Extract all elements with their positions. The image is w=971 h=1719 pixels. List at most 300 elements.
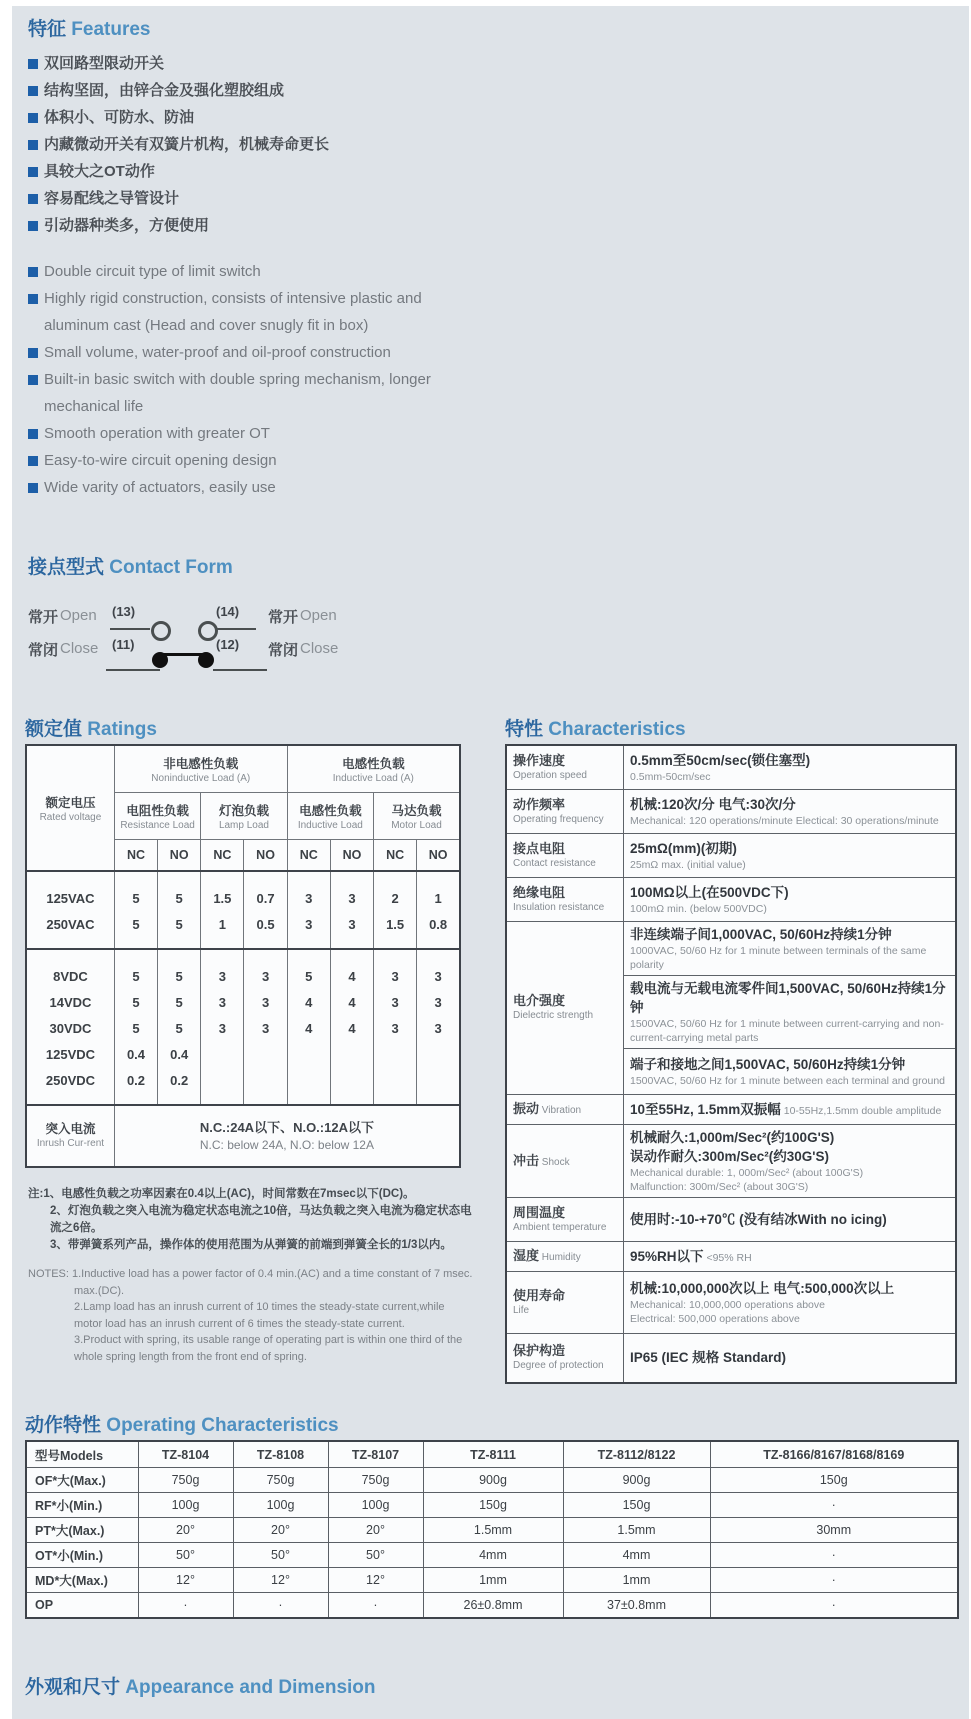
operating-title-zh: 动作特性 bbox=[25, 1415, 102, 1436]
feature-item bbox=[28, 104, 488, 131]
char-row bbox=[506, 921, 956, 975]
rating-value: 3 bbox=[261, 995, 270, 1010]
rating-value: 0.4 bbox=[170, 1047, 189, 1062]
ratings-row-group bbox=[26, 949, 460, 1105]
operating-value-cell: 20° bbox=[233, 1518, 328, 1543]
contact-form-section bbox=[28, 552, 458, 682]
char-value-zh: 载电流与无载电流零件间1,500VAC, 50/60Hz持续1分钟 bbox=[630, 980, 946, 1015]
bullet-square-icon bbox=[28, 194, 38, 204]
char-label-en: Vibration bbox=[539, 1105, 582, 1116]
bullet-square-icon bbox=[28, 267, 38, 277]
operating-value-cell: 150g bbox=[563, 1493, 710, 1518]
operating-row-label: MD*大(Max.) bbox=[26, 1568, 138, 1593]
feature-item bbox=[28, 447, 476, 474]
char-row bbox=[506, 1241, 956, 1271]
rating-value: 3 bbox=[305, 917, 313, 932]
rating-value bbox=[288, 1042, 330, 1068]
char-value-en: 1000VAC, 50/60 Hz for 1 minute between terminals of the same polarity bbox=[630, 944, 927, 971]
bullet-square-icon bbox=[28, 483, 38, 493]
char-value-zh: 误动作耐久:300m/Sec²(约30G'S) bbox=[630, 1148, 830, 1164]
ratings-value-cell bbox=[201, 871, 244, 949]
motor-load-header bbox=[374, 793, 460, 840]
operating-value-cell: 20° bbox=[138, 1518, 233, 1543]
char-value-line bbox=[630, 1247, 949, 1266]
rating-value bbox=[374, 1068, 416, 1094]
ratings-value-cell bbox=[330, 871, 373, 949]
voltage-value: 125VDC bbox=[45, 1047, 96, 1062]
voltage-value: 125VAC bbox=[46, 891, 95, 906]
no-header: NO bbox=[244, 840, 287, 872]
ratings-value-cell bbox=[374, 871, 417, 949]
rating-value: 5 bbox=[132, 1021, 140, 1036]
rating-value: 3 bbox=[391, 995, 399, 1010]
feature-item bbox=[28, 366, 476, 420]
group-header-zh: 电感性负载 bbox=[342, 756, 405, 771]
char-value-en: <95% RH bbox=[703, 1251, 752, 1264]
rated-voltage-zh: 额定电压 bbox=[45, 795, 96, 810]
feature-item bbox=[28, 212, 488, 239]
char-value-cell bbox=[624, 1271, 957, 1333]
char-row bbox=[506, 833, 956, 877]
feature-item bbox=[28, 50, 488, 77]
char-label-cell bbox=[506, 745, 624, 789]
char-label-en: Insulation resistance bbox=[513, 901, 605, 913]
sub-header-en: Inductive Load bbox=[297, 819, 363, 831]
char-value-zh: 非连续端子间1,000VAC, 50/60Hz持续1分钟 bbox=[630, 926, 892, 942]
char-label-zh: 保护构造 bbox=[513, 1343, 566, 1359]
operating-value-cell: · bbox=[710, 1568, 958, 1593]
nc-header: NC bbox=[374, 840, 417, 872]
operating-row-label: OF*大(Max.) bbox=[26, 1468, 138, 1493]
features-title-en: Features bbox=[66, 19, 151, 40]
char-value-en: Mechanical: 10,000,000 operations above bbox=[630, 1298, 825, 1311]
rating-value: 2 bbox=[391, 891, 399, 906]
char-label-cell bbox=[506, 877, 624, 921]
rating-value: 5 bbox=[175, 891, 183, 906]
notes-en bbox=[28, 1266, 474, 1365]
operating-value-cell: 900g bbox=[563, 1468, 710, 1493]
rating-value: 3 bbox=[305, 891, 313, 906]
rating-value: 4 bbox=[348, 969, 356, 984]
char-value-en: 100mΩ min. (below 500VDC) bbox=[630, 902, 767, 915]
characteristics-title-en: Characteristics bbox=[543, 719, 686, 740]
char-value-cell bbox=[624, 1197, 957, 1241]
close-label-zh-left: 常闭 bbox=[28, 642, 59, 659]
contact-line bbox=[216, 628, 256, 630]
operating-value-cell: 50° bbox=[233, 1543, 328, 1568]
model-column-header: TZ-8104 bbox=[138, 1441, 233, 1468]
char-row bbox=[506, 1124, 956, 1197]
char-label-cell bbox=[506, 1124, 624, 1197]
rating-value bbox=[244, 1068, 286, 1094]
ratings-value-cell bbox=[374, 949, 417, 1105]
operating-value-cell: 750g bbox=[328, 1468, 423, 1493]
char-label-zh: 接点电阻 bbox=[513, 840, 566, 856]
rating-value: 0.5 bbox=[256, 917, 275, 932]
char-row bbox=[506, 877, 956, 921]
inrush-label-cell bbox=[26, 1105, 114, 1167]
operating-value-cell: 1mm bbox=[563, 1568, 710, 1593]
operating-title bbox=[25, 1410, 339, 1437]
inductive-load-sub-header bbox=[287, 793, 373, 840]
bullet-square-icon bbox=[28, 221, 38, 231]
char-label-en: Operating frequency bbox=[513, 813, 604, 825]
datasheet-page bbox=[12, 6, 969, 1719]
rating-value: 5 bbox=[132, 891, 140, 906]
char-value-en: 10-55Hz,1.5mm double amplitude bbox=[780, 1104, 942, 1117]
features-section bbox=[28, 14, 488, 501]
inrush-value-zh: N.C.:24A以下、N.O.:12A以下 bbox=[199, 1120, 374, 1135]
sub-header-zh: 电感性负载 bbox=[299, 803, 362, 818]
rating-value: 0.4 bbox=[126, 1047, 146, 1062]
char-value-zh: 95%RH以下 bbox=[630, 1248, 704, 1264]
terminal-12-label: (12) bbox=[216, 637, 240, 652]
operating-value-cell: 150g bbox=[423, 1493, 563, 1518]
inrush-value-en: N.C: below 24A, N.O: below 12A bbox=[199, 1138, 374, 1152]
feature-item-label: 体积小、可防水、防油 bbox=[44, 109, 195, 126]
notes-zh bbox=[28, 1186, 480, 1254]
nc-header: NC bbox=[287, 840, 330, 872]
bullet-square-icon bbox=[28, 294, 38, 304]
operating-value-cell: 4mm bbox=[563, 1543, 710, 1568]
bullet-square-icon bbox=[28, 348, 38, 358]
rating-value: 3 bbox=[348, 891, 356, 906]
char-label-en: Ambient temperature bbox=[513, 1221, 607, 1233]
contact-title-en: Contact Form bbox=[104, 557, 233, 578]
no-header: NO bbox=[158, 840, 201, 872]
open-label-en-left: Open bbox=[60, 607, 97, 624]
ratings-value-cell bbox=[287, 871, 330, 949]
ratings-value-cell bbox=[287, 949, 330, 1105]
noninductive-load-header bbox=[114, 745, 287, 793]
feature-item-label: Easy-to-wire circuit opening design bbox=[44, 452, 277, 469]
note-line-zh: 3、带弹簧系列产品，操作体的使用范围为从弹簧的前端到弹簧全长的1/3以内。 bbox=[50, 1239, 452, 1251]
char-value-line bbox=[630, 1100, 949, 1119]
rating-value: 4 bbox=[305, 995, 313, 1010]
appearance-title-zh: 外观和尺寸 bbox=[25, 1677, 121, 1698]
inrush-label-en: Inrush Cur-rent bbox=[36, 1138, 105, 1149]
operating-value-cell: · bbox=[138, 1593, 233, 1619]
rating-value: 1.5 bbox=[213, 891, 232, 906]
note-line-en: NOTES: 1.Inductive load has a power factor of 0.4 min.(AC) and a time constant of 7 msec. max.(DC). bbox=[28, 1268, 473, 1297]
operating-value-cell: 100g bbox=[233, 1493, 328, 1518]
ratings-value-cell bbox=[114, 949, 157, 1105]
rating-value bbox=[417, 1042, 459, 1068]
voltage-value: 250VDC bbox=[45, 1073, 96, 1088]
feature-item-label: Wide varity of actuators, easily use bbox=[44, 479, 276, 496]
lamp-load-header bbox=[201, 793, 287, 840]
voltage-value: 30VDC bbox=[49, 1021, 92, 1036]
inrush-current-row bbox=[26, 1105, 460, 1167]
rating-value: 1.5 bbox=[386, 917, 405, 932]
model-column-header: TZ-8108 bbox=[233, 1441, 328, 1468]
features-title-zh: 特征 bbox=[28, 19, 67, 40]
feature-item-label: 双回路型限动开关 bbox=[44, 55, 165, 72]
feature-item-label: Double circuit type of limit switch bbox=[44, 263, 261, 280]
operating-value-cell: 50° bbox=[328, 1543, 423, 1568]
appearance-title-en: Appearance and Dimension bbox=[120, 1677, 376, 1698]
char-value-cell bbox=[624, 1094, 957, 1124]
char-label-zh: 振动 bbox=[513, 1101, 540, 1116]
rating-value: 3 bbox=[261, 969, 270, 984]
char-label-cell bbox=[506, 1197, 624, 1241]
char-value-zh: 机械:10,000,000次以上 电气:500,000次以上 bbox=[630, 1280, 895, 1296]
voltage-value: 250VAC bbox=[46, 917, 95, 932]
ratings-value-cell bbox=[244, 871, 287, 949]
operating-value-cell: · bbox=[328, 1593, 423, 1619]
ratings-value-cell bbox=[244, 949, 287, 1105]
operating-row bbox=[26, 1468, 958, 1493]
char-value-cell bbox=[624, 1124, 957, 1197]
characteristics-table bbox=[505, 744, 957, 1384]
feature-item-label: Highly rigid construction, consists of intensive plastic and aluminum cast (Head and cover snugly fit in box) bbox=[44, 290, 422, 334]
note-line-en: 3.Product with spring, its usable range of operating part is within one third of the whole spring length from the front end of spring. bbox=[74, 1334, 463, 1363]
rating-value bbox=[374, 1042, 416, 1068]
operating-value-cell: 12° bbox=[233, 1568, 328, 1593]
operating-value-cell: 1.5mm bbox=[423, 1518, 563, 1543]
operating-value-cell: · bbox=[710, 1593, 958, 1619]
operating-value-cell: 12° bbox=[328, 1568, 423, 1593]
operating-value-cell: 37±0.8mm bbox=[563, 1593, 710, 1619]
characteristics-title bbox=[505, 714, 686, 741]
char-label-cell bbox=[506, 921, 624, 1094]
char-value-cell bbox=[624, 1048, 957, 1094]
rating-value: 3 bbox=[391, 1021, 399, 1036]
ratings-table bbox=[25, 744, 461, 1168]
rating-value bbox=[417, 1068, 459, 1094]
operating-value-cell: 750g bbox=[233, 1468, 328, 1493]
operating-value-cell: 100g bbox=[138, 1493, 233, 1518]
sub-header-zh: 电阻性负载 bbox=[126, 803, 189, 818]
char-value-en: 0.5mm-50cm/sec bbox=[630, 770, 711, 783]
char-value-en: 1500VAC, 50/60 Hz for 1 minute between current-carrying and non-current-carrying metal parts bbox=[630, 1017, 944, 1044]
feature-item bbox=[28, 131, 488, 158]
ratings-value-cell bbox=[417, 949, 460, 1105]
char-value-en: 1500VAC, 50/60 Hz for 1 minute between each terminal and ground bbox=[630, 1074, 945, 1087]
bullet-square-icon bbox=[28, 167, 38, 177]
rating-value: 5 bbox=[175, 995, 183, 1010]
terminal-13-label: (13) bbox=[112, 604, 136, 619]
model-column-header: TZ-8107 bbox=[328, 1441, 423, 1468]
contact-line bbox=[110, 628, 150, 630]
char-label-zh: 动作频率 bbox=[513, 796, 566, 812]
feature-item bbox=[28, 258, 476, 285]
rating-value: 4 bbox=[348, 1021, 356, 1036]
bullet-square-icon bbox=[28, 375, 38, 385]
char-label-cell bbox=[506, 1094, 624, 1124]
char-row bbox=[506, 1094, 956, 1124]
operating-row bbox=[26, 1593, 958, 1619]
char-label-zh: 电介强度 bbox=[513, 993, 566, 1008]
operating-value-cell: 12° bbox=[138, 1568, 233, 1593]
contact-form-title bbox=[28, 552, 458, 579]
features-list-zh bbox=[28, 50, 488, 239]
operating-value-cell: 30mm bbox=[710, 1518, 958, 1543]
feature-item-label: Small volume, water-proof and oil-proof construction bbox=[44, 344, 391, 361]
char-row bbox=[506, 1197, 956, 1241]
char-label-en: Shock bbox=[539, 1156, 570, 1168]
rated-voltage-en: Rated voltage bbox=[39, 811, 102, 823]
rating-value bbox=[288, 1068, 330, 1094]
rating-value bbox=[331, 1068, 373, 1094]
close-label-en-left: Close bbox=[60, 640, 99, 657]
rating-value: 0.2 bbox=[126, 1073, 146, 1088]
open-contact-icon bbox=[198, 621, 218, 641]
resistance-load-header bbox=[114, 793, 200, 840]
char-label-cell bbox=[506, 1241, 624, 1271]
feature-item-label: 具较大之OT动作 bbox=[44, 163, 155, 180]
operating-value-cell: 150g bbox=[710, 1468, 958, 1493]
feature-item bbox=[28, 420, 476, 447]
feature-item bbox=[28, 77, 488, 104]
note-line-en: 2.Lamp load has an inrush current of 10 times the steady-state current,while motor load has an inrush current of 6 times the steady-state current. bbox=[74, 1301, 445, 1330]
ratings-title-zh: 额定值 bbox=[25, 719, 83, 740]
ratings-value-cell bbox=[158, 871, 201, 949]
rating-value: 3 bbox=[434, 995, 442, 1010]
char-row bbox=[506, 745, 956, 789]
feature-item-label: 结构坚固，由锌合金及强化塑胶组成 bbox=[44, 82, 285, 99]
rating-value: 0.2 bbox=[170, 1073, 189, 1088]
rating-value: 5 bbox=[132, 917, 140, 932]
rating-value: 3 bbox=[434, 969, 442, 984]
char-value-cell bbox=[624, 921, 957, 975]
operating-value-cell: 750g bbox=[138, 1468, 233, 1493]
open-contact-icon bbox=[151, 621, 171, 641]
contact-line bbox=[213, 669, 267, 671]
rating-value bbox=[244, 1042, 286, 1068]
rating-value: 5 bbox=[305, 969, 313, 984]
char-label-zh: 操作速度 bbox=[513, 752, 566, 768]
bullet-square-icon bbox=[28, 59, 38, 69]
char-value-cell bbox=[624, 1333, 957, 1383]
rating-value: 3 bbox=[348, 917, 356, 932]
ratings-row-group bbox=[26, 871, 460, 949]
sub-header-en: Lamp Load bbox=[218, 819, 269, 831]
open-label-zh-left: 常开 bbox=[28, 609, 59, 626]
rating-value: 3 bbox=[391, 969, 399, 984]
group-header-zh: 非电感性负载 bbox=[163, 756, 239, 771]
char-value-cell bbox=[624, 1241, 957, 1271]
contact-title-zh: 接点型式 bbox=[28, 557, 105, 578]
operating-value-cell: 20° bbox=[328, 1518, 423, 1543]
ratings-value-cell bbox=[158, 949, 201, 1105]
char-label-zh: 湿度 bbox=[513, 1248, 540, 1263]
feature-item bbox=[28, 185, 488, 212]
feature-item-label: 引动器种类多，方便使用 bbox=[44, 217, 210, 234]
char-label-cell bbox=[506, 789, 624, 833]
group-header-en: Inductive Load (A) bbox=[332, 772, 414, 784]
sub-header-en: Motor Load bbox=[391, 819, 442, 831]
char-value-zh: 25mΩ(mm)(初期) bbox=[630, 840, 737, 856]
terminal-14-label: (14) bbox=[216, 604, 240, 619]
no-header: NO bbox=[330, 840, 373, 872]
char-value-zh: 100MΩ以上(在500VDC下) bbox=[630, 884, 789, 900]
operating-title-en: Operating Characteristics bbox=[101, 1415, 339, 1436]
sub-header-zh: 马达负载 bbox=[391, 803, 442, 818]
rating-value: 4 bbox=[305, 1021, 313, 1036]
operating-row bbox=[26, 1518, 958, 1543]
operating-value-cell: 900g bbox=[423, 1468, 563, 1493]
no-header: NO bbox=[417, 840, 460, 872]
rating-value: 3 bbox=[218, 995, 226, 1010]
rating-value: 1 bbox=[434, 891, 442, 906]
rating-value: 5 bbox=[132, 995, 140, 1010]
operating-value-cell: · bbox=[710, 1493, 958, 1518]
char-row bbox=[506, 1333, 956, 1383]
close-label-en-right: Close bbox=[300, 640, 339, 657]
bullet-square-icon bbox=[28, 456, 38, 466]
char-label-cell bbox=[506, 1333, 624, 1383]
char-value-cell bbox=[624, 745, 957, 789]
char-label-en: Humidity bbox=[539, 1252, 581, 1263]
char-value-cell bbox=[624, 833, 957, 877]
appearance-title bbox=[25, 1672, 376, 1699]
feature-item bbox=[28, 158, 488, 185]
rating-value bbox=[201, 1068, 243, 1094]
feature-item bbox=[28, 474, 476, 501]
char-value-zh: 0.5mm至50cm/sec(锁住塞型) bbox=[630, 752, 811, 768]
rating-value: 3 bbox=[261, 1021, 270, 1036]
char-value-en: 25mΩ max. (initial value) bbox=[630, 858, 746, 871]
char-row bbox=[506, 789, 956, 833]
rating-value: 4 bbox=[348, 995, 356, 1010]
voltage-value: 8VDC bbox=[53, 969, 88, 984]
nc-header: NC bbox=[201, 840, 244, 872]
char-value-zh: 端子和接地之间1,500VAC, 50/60Hz持续1分钟 bbox=[630, 1056, 906, 1072]
operating-value-cell: 1.5mm bbox=[563, 1518, 710, 1543]
operating-row bbox=[26, 1543, 958, 1568]
group-header-en: Noninductive Load (A) bbox=[151, 772, 251, 784]
nc-header: NC bbox=[114, 840, 157, 872]
inrush-label-zh: 突入电流 bbox=[45, 1122, 96, 1136]
contact-line bbox=[106, 669, 160, 671]
char-value-zh: 机械:120次/分 电气:30次/分 bbox=[630, 796, 796, 812]
terminal-11-label: (11) bbox=[112, 637, 135, 652]
ratings-value-cell bbox=[330, 949, 373, 1105]
bullet-square-icon bbox=[28, 429, 38, 439]
operating-value-cell: 50° bbox=[138, 1543, 233, 1568]
rated-voltage-header bbox=[26, 745, 114, 871]
feature-item bbox=[28, 339, 476, 366]
rating-value bbox=[331, 1042, 373, 1068]
rating-value bbox=[201, 1042, 243, 1068]
char-value-en: Malfunction: 300m/Sec² (about 30G'S) bbox=[630, 1180, 809, 1193]
operating-row-label: OP bbox=[26, 1593, 138, 1619]
char-label-cell bbox=[506, 1271, 624, 1333]
open-label-zh-right: 常开 bbox=[268, 609, 299, 626]
char-value-cell bbox=[624, 975, 957, 1048]
note-line-zh: 注:1、电感性负载之功率因素在0.4以上(AC)，时间常数在7msec以下(DC)。 bbox=[28, 1188, 415, 1200]
rating-value: 0.8 bbox=[429, 917, 448, 932]
rating-value: 5 bbox=[175, 969, 183, 984]
close-label-zh-right: 常闭 bbox=[268, 642, 299, 659]
rating-value: 0.7 bbox=[256, 891, 275, 906]
char-value-cell bbox=[624, 789, 957, 833]
char-label-en: Operation speed bbox=[513, 769, 587, 781]
ratings-value-cell bbox=[114, 871, 157, 949]
operating-row-label: OT*小(Min.) bbox=[26, 1543, 138, 1568]
operating-value-cell: · bbox=[710, 1543, 958, 1568]
operating-value-cell: · bbox=[233, 1593, 328, 1619]
char-row bbox=[506, 1271, 956, 1333]
rating-value: 5 bbox=[132, 969, 140, 984]
feature-item-label: 内藏微动开关有双簧片机构，机械寿命更长 bbox=[44, 136, 330, 153]
rating-value: 3 bbox=[218, 969, 226, 984]
operating-value-cell: 100g bbox=[328, 1493, 423, 1518]
operating-row-label: PT*大(Max.) bbox=[26, 1518, 138, 1543]
operating-row bbox=[26, 1568, 958, 1593]
char-value-zh: 10至55Hz, 1.5mm双振幅 bbox=[630, 1101, 781, 1117]
